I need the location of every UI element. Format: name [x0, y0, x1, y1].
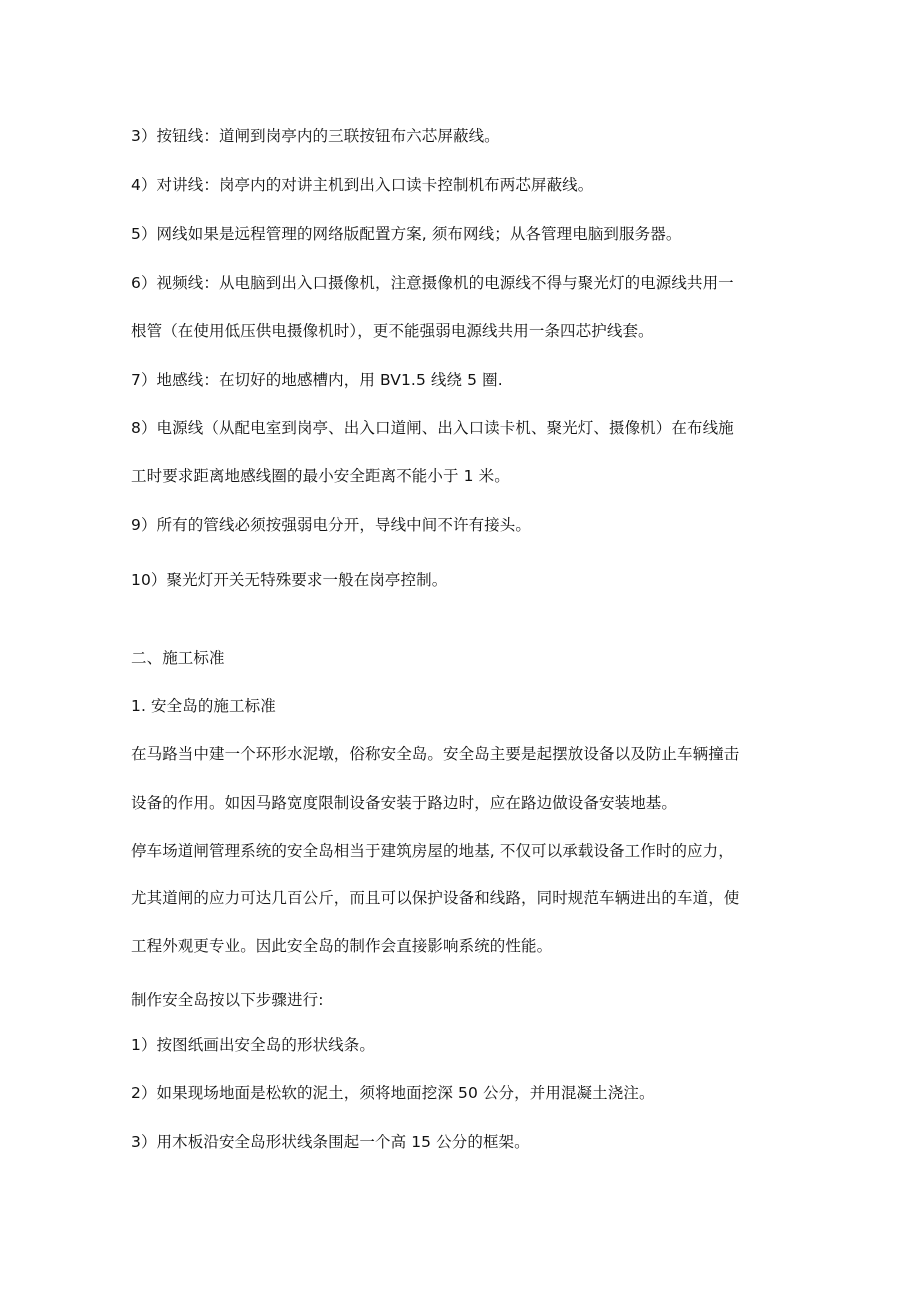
text-line: 9）所有的管线必须按强弱电分开，导线中间不许有接头。	[131, 516, 531, 534]
text-line: 尤其道闸的应力可达几百公斤，而且可以保护设备和线路，同时规范车辆进出的车道，使	[131, 889, 740, 907]
text-line: 3）用木板沿安全岛形状线条围起一个高 15 公分的框架。	[131, 1133, 530, 1151]
text-line: 4）对讲线：岗亭内的对讲主机到出入口读卡控制机布两芯屏蔽线。	[131, 176, 594, 194]
text-line: 2）如果现场地面是松软的泥土，须将地面挖深 50 公分，并用混凝土浇注。	[131, 1084, 655, 1102]
subsection-heading: 1. 安全岛的施工标准	[131, 697, 276, 715]
text-line: 8）电源线（从配电室到岗亭、出入口道闸、出入口读卡机、聚光灯、摄像机）在布线施	[131, 419, 734, 437]
text-line: 工程外观更专业。因此安全岛的制作会直接影响系统的性能。	[131, 937, 553, 955]
text-line: 制作安全岛按以下步骤进行:	[131, 991, 324, 1009]
text-line: 10）聚光灯开关无特殊要求一般在岗亭控制。	[131, 571, 448, 589]
text-line: 3）按钮线：道闸到岗亭内的三联按钮布六芯屏蔽线。	[131, 127, 500, 145]
text-line: 在马路当中建一个环形水泥墩，俗称安全岛。安全岛主要是起摆放设备以及防止车辆撞击	[131, 745, 740, 763]
text-line: 6）视频线：从电脑到出入口摄像机，注意摄像机的电源线不得与聚光灯的电源线共用一	[131, 274, 734, 292]
text-line: 7）地感线：在切好的地感槽内，用 BV1.5 线绕 5 圈.	[131, 371, 503, 389]
text-line: 工时要求距离地感线圈的最小安全距离不能小于 1 米。	[131, 467, 510, 485]
text-line: 停车场道闸管理系统的安全岛相当于建筑房屋的地基, 不仅可以承载设备工作时的应力，	[131, 842, 734, 860]
text-line: 设备的作用。如因马路宽度限制设备安装于路边时，应在路边做设备安装地基。	[131, 794, 678, 812]
text-line: 5）网线如果是远程管理的网络版配置方案, 须布网线；从各管理电脑到服务器。	[131, 225, 682, 243]
section-heading: 二、施工标准	[131, 649, 225, 667]
text-line: 根管（在使用低压供电摄像机时），更不能强弱电源线共用一条四芯护线套。	[131, 322, 654, 340]
text-line: 1）按图纸画出安全岛的形状线条。	[131, 1036, 375, 1054]
